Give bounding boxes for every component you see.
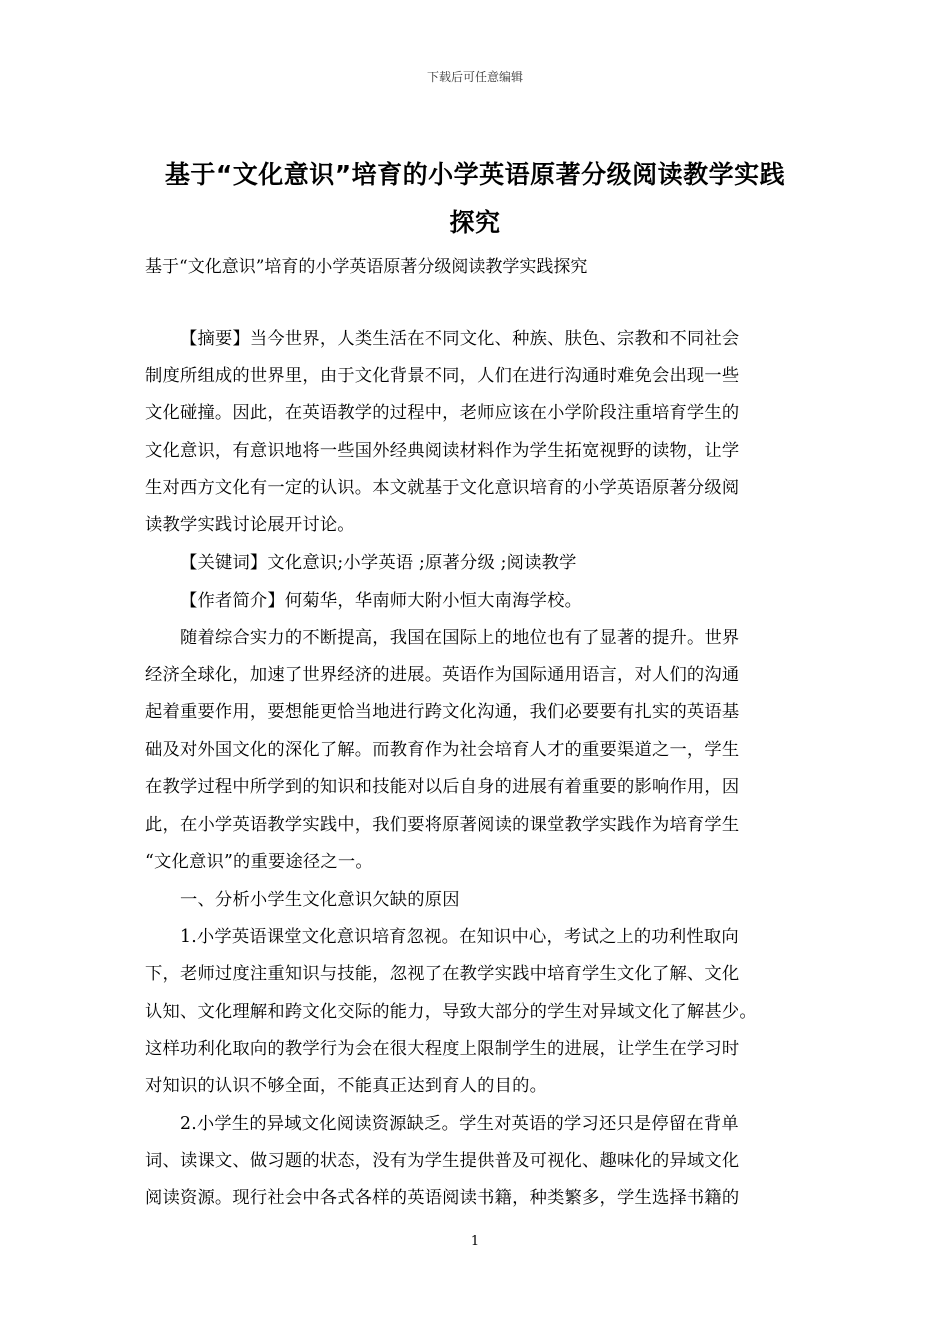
body-line: 在教学过程中所学到的知识和技能对以后自身的进展有着重要的影响作用，因	[145, 777, 740, 797]
keywords-line: 【关键词】文化意识;小学英语 ;原著分级 ;阅读教学	[180, 553, 577, 573]
body-line: 2.小学生的异域文化阅读资源缺乏。学生对英语的学习还只是停留在背单	[180, 1114, 739, 1134]
body-line: 1.小学英语课堂文化意识培育忽视。在知识中心，考试之上的功利性取向	[180, 927, 739, 947]
body-line: 对知识的认识不够全面，不能真正达到育人的目的。	[145, 1076, 548, 1096]
header-note: 下载后可任意编辑	[426, 70, 523, 84]
body-line: 【摘要】当今世界，人类生活在不同文化、种族、肤色、宗教和不同社会	[180, 329, 740, 349]
body-line: 生对西方文化有一定的认识。本文就基于文化意识培育的小学英语原著分级阅	[145, 478, 740, 498]
body-line: “文化意识”的重要途径之一。	[145, 852, 373, 872]
body-line: 认知、文化理解和跨文化交际的能力，导致大部分的学生对异域文化了解甚少。	[145, 1002, 757, 1022]
body-line: 这样功利化取向的教学行为会在很大程度上限制学生的进展，让学生在学习时	[145, 1039, 740, 1059]
body-line: 随着综合实力的不断提高，我国在国际上的地位也有了显著的提升。世界	[180, 628, 740, 648]
body-line: 经济全球化，加速了世界经济的进展。英语作为国际通用语言，对人们的沟通	[145, 665, 740, 685]
body-line: 此，在小学英语教学实践中，我们要将原著阅读的课堂教学实践作为培育学生	[145, 815, 740, 835]
body-line: 制度所组成的世界里，由于文化背景不同，人们在进行沟通时难免会出现一些	[145, 366, 740, 386]
body-line: 读教学实践讨论展开讨论。	[145, 515, 355, 535]
document-subtitle: 基于“文化意识”培育的小学英语原著分级阅读教学实践探究	[145, 257, 588, 277]
body-line: 础及对外国文化的深化了解。而教育作为社会培育人才的重要渠道之一，学生	[145, 740, 740, 760]
body-line: 阅读资源。现行社会中各式各样的英语阅读书籍，种类繁多，学生选择书籍的	[145, 1188, 740, 1208]
body-line: 起着重要作用，要想能更恰当地进行跨文化沟通，我们必要要有扎实的英语基	[145, 702, 740, 722]
page-number: 1	[470, 1234, 480, 1249]
body-line: 文化意识，有意识地将一些国外经典阅读材料作为学生拓宽视野的读物，让学	[145, 441, 740, 461]
section-heading: 一、分析小学生文化意识欠缺的原因	[180, 890, 460, 910]
body-line: 词、读课文、做习题的状态，没有为学生提供普及可视化、趣味化的异域文化	[145, 1151, 740, 1171]
body-line: 下，老师过度注重知识与技能，忽视了在教学实践中培育学生文化了解、文化	[145, 964, 740, 984]
document-title-line-2: 探究	[449, 208, 501, 237]
author-line: 【作者简介】何菊华，华南师大附小恒大南海学校。	[180, 591, 583, 611]
document-title-line-1: 基于“文化意识”培育的小学英语原著分级阅读教学实践	[164, 160, 786, 189]
body-line: 文化碰撞。因此，在英语教学的过程中，老师应该在小学阶段注重培育学生的	[145, 403, 740, 423]
